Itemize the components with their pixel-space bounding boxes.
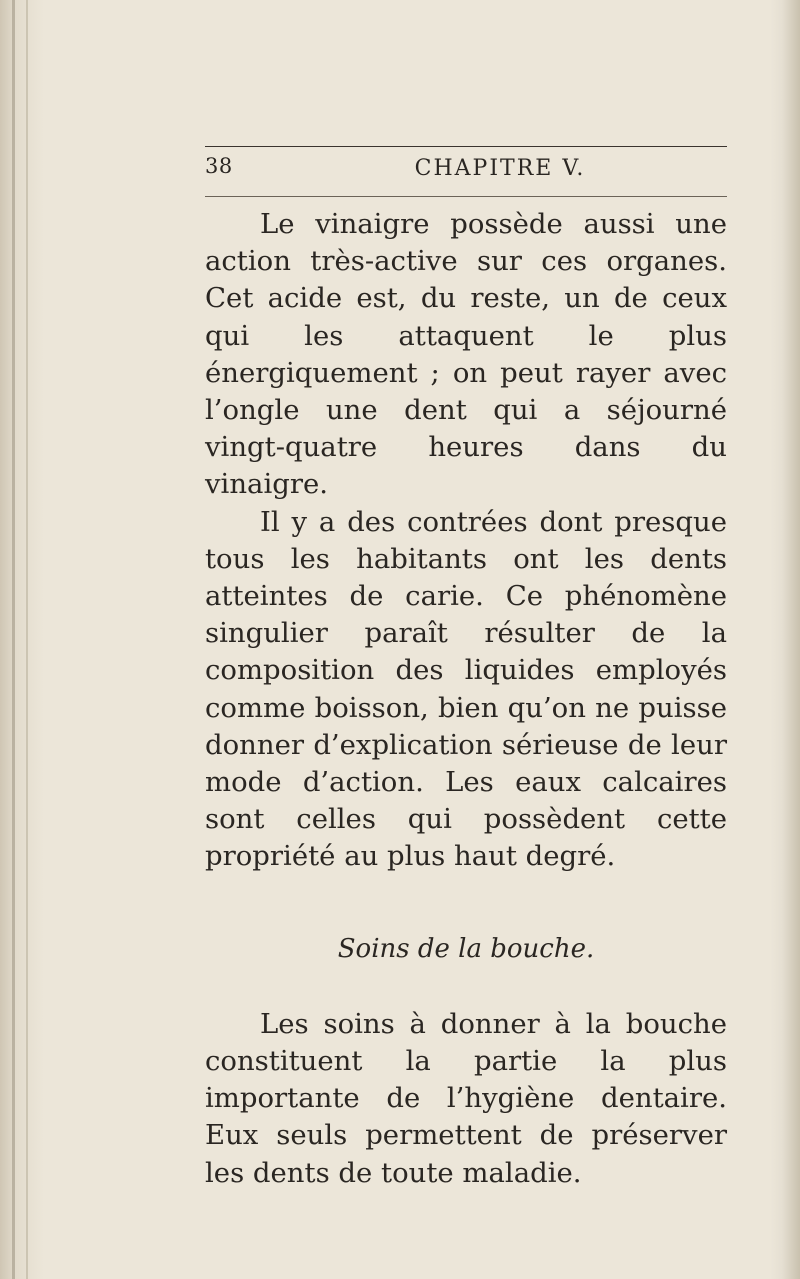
page-header (205, 136, 727, 206)
running-head: CHAPITRE V. (414, 156, 586, 181)
binding-fold-line (26, 0, 28, 1279)
header-rule-bottom (205, 196, 727, 197)
page-number: 38 (205, 154, 233, 178)
scan-page-edge (770, 0, 800, 1279)
page-body (205, 206, 727, 1192)
section-heading: Soins de la bouche. (337, 933, 595, 964)
header-rule-top (205, 146, 727, 147)
binding-fold-line (12, 0, 15, 1279)
paragraph: Le vinaigre possède aussi une action très-active sur ces organes. Cet acide est, du reste, un de ceux qui les attaquent le plus énergiquement ; on peut rayer avec l’ongle une dent qui a séjourné vingt-quatre heures dans du vinaigre. (205, 208, 727, 501)
paragraph: Les soins à donner à la bouche constituent la partie la plus importante de l’hygiène dentaire. Eux seuls permettent de préserver les dents de toute maladie. (205, 1007, 727, 1189)
paragraph: Il y a des contrées dont presque tous les habitants ont les dents atteintes de carie. Ce phénomène singulier paraît résulter de la composition des liquides employés comme boisson, bien qu’on ne puisse donner d’explication sérieuse de leur mode d’action. Les eaux calcaires sont celles qui possèdent cette propriété au plus haut degré. (205, 505, 727, 873)
scan-binding-edge (0, 0, 44, 1279)
